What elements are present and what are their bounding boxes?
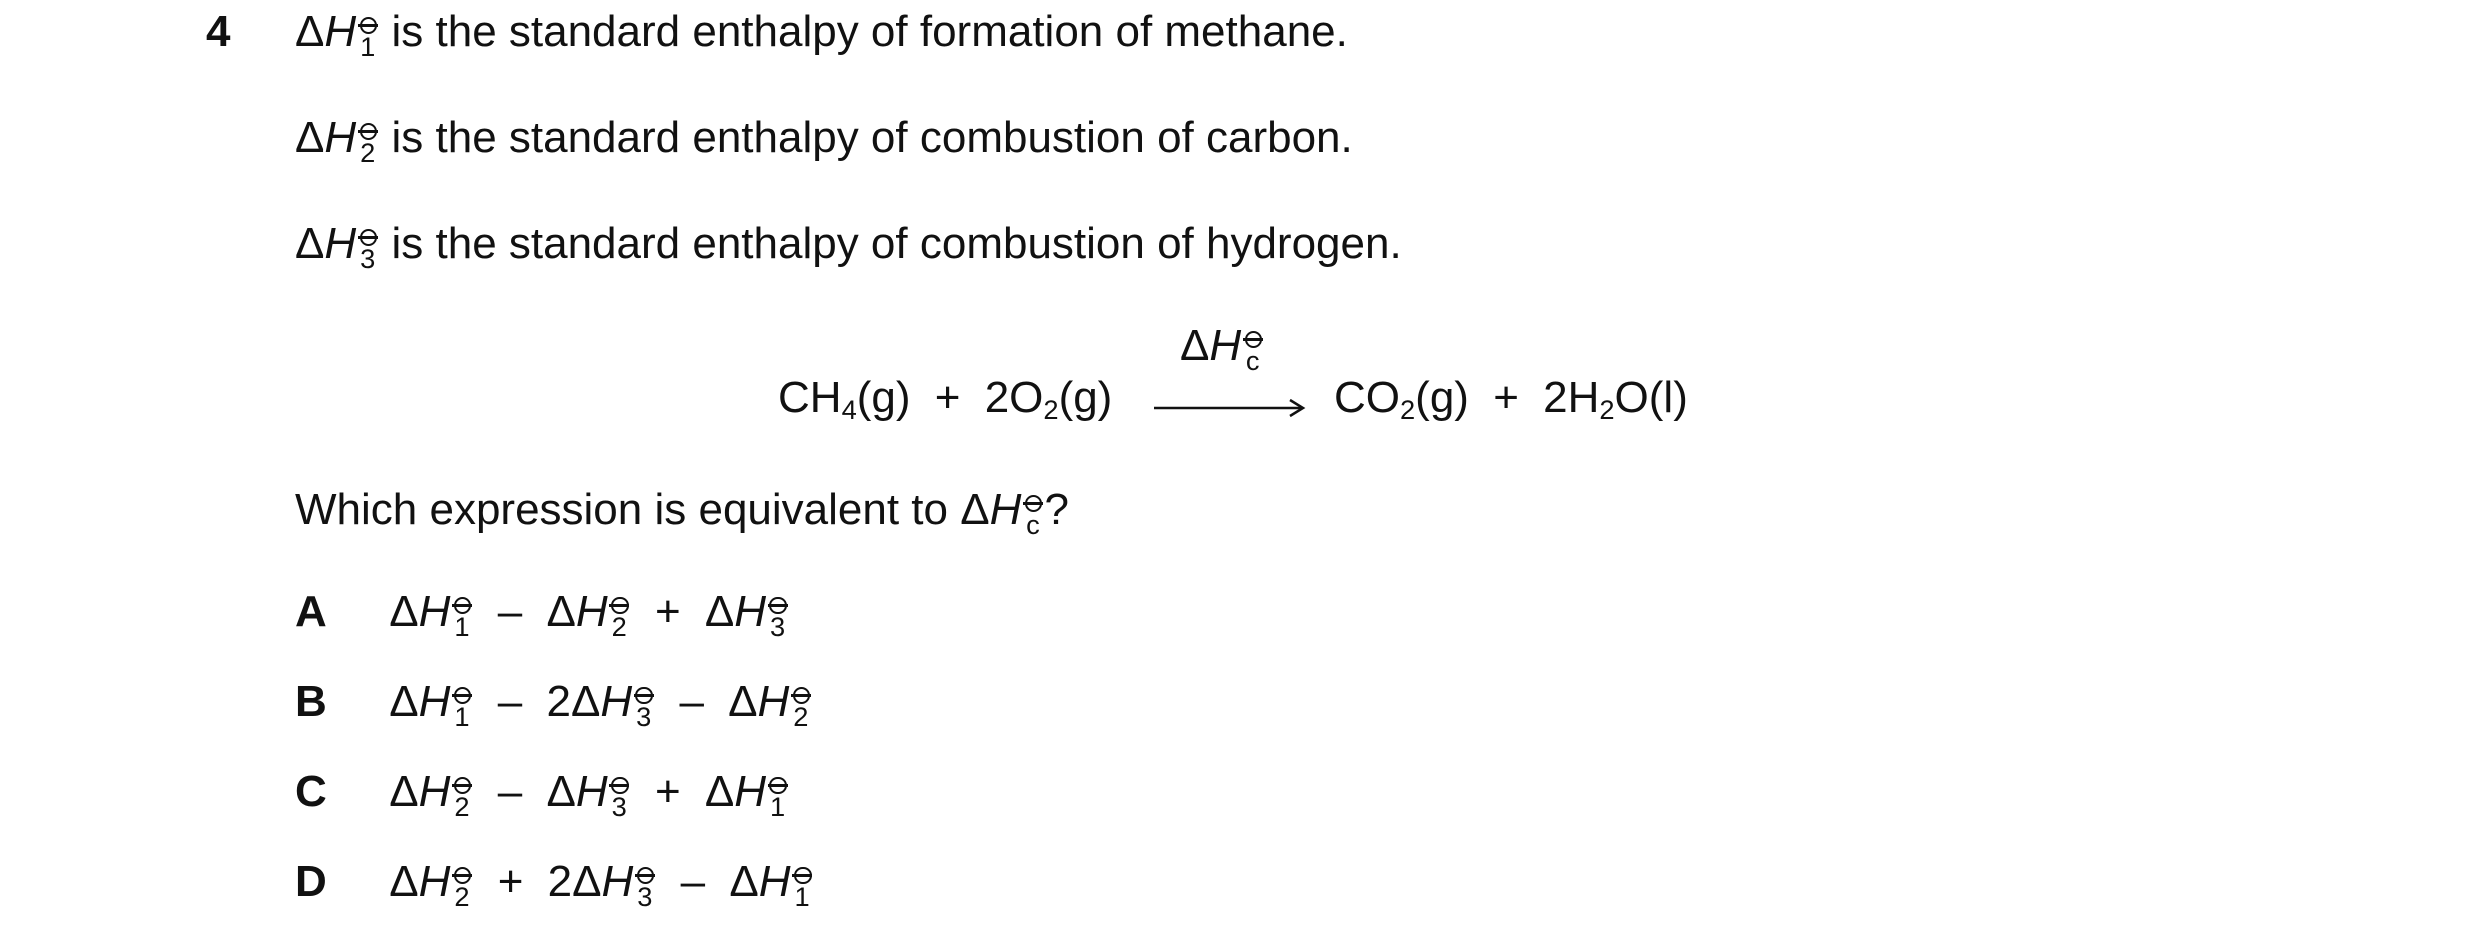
delta-h-1: ΔH 1	[295, 7, 376, 62]
standard-state-icon	[1023, 493, 1042, 512]
option-d[interactable]: D ΔH 2 + 2ΔH 3 – ΔH 1	[295, 854, 814, 910]
standard-state-icon	[768, 595, 787, 614]
delta-h-3: ΔH 3	[295, 219, 376, 274]
option-letter: C	[295, 767, 327, 816]
standard-state-icon	[452, 685, 471, 704]
option-a[interactable]: A ΔH 1 – ΔH 2 + ΔH 3	[295, 584, 789, 640]
standard-state-icon	[452, 775, 471, 794]
option-b[interactable]: B ΔH 1 – 2ΔH 3 – ΔH 2	[295, 674, 812, 730]
definition-text-3: is the standard enthalpy of combustion of hydrogen.	[391, 219, 1402, 268]
standard-state-icon	[358, 121, 377, 140]
standard-state-icon	[634, 685, 653, 704]
definition-line-2	[295, 110, 1353, 166]
option-letter: B	[295, 677, 327, 726]
standard-state-icon	[358, 15, 377, 34]
definition-line-1	[295, 4, 1348, 60]
equation-reactants: $CH_4(g) + 2O_2(g)$	[778, 373, 1113, 425]
definition-text-1: is the standard enthalpy of formation of methane.	[391, 7, 1348, 56]
option-letter: A	[295, 587, 327, 636]
reaction-arrow	[1150, 318, 1310, 438]
arrow-right-icon	[1150, 396, 1310, 420]
definition-line-3	[295, 216, 1402, 272]
option-letter: D	[295, 857, 327, 906]
option-c[interactable]: C ΔH 2 – ΔH 3 + ΔH 1	[295, 764, 789, 820]
standard-state-icon	[793, 865, 812, 884]
definition-text-2: is the standard enthalpy of combustion of carbon.	[391, 113, 1353, 162]
standard-state-icon	[791, 685, 810, 704]
standard-state-icon	[1243, 329, 1262, 348]
question-prompt: Which expression is equivalent to ΔH c ?	[295, 485, 1069, 540]
standard-state-icon	[610, 775, 629, 794]
standard-state-icon	[452, 865, 471, 884]
standard-state-icon	[610, 595, 629, 614]
standard-state-icon	[452, 595, 471, 614]
standard-state-icon	[358, 227, 377, 246]
equation-products: $CO_2(g) + 2H_2O(l)$	[1334, 373, 1688, 425]
arrow-label: ΔH c	[1180, 318, 1264, 374]
standard-state-icon	[635, 865, 654, 884]
question-number: 4	[206, 7, 231, 56]
standard-state-icon	[768, 775, 787, 794]
delta-h-2: ΔH 2	[295, 113, 376, 168]
